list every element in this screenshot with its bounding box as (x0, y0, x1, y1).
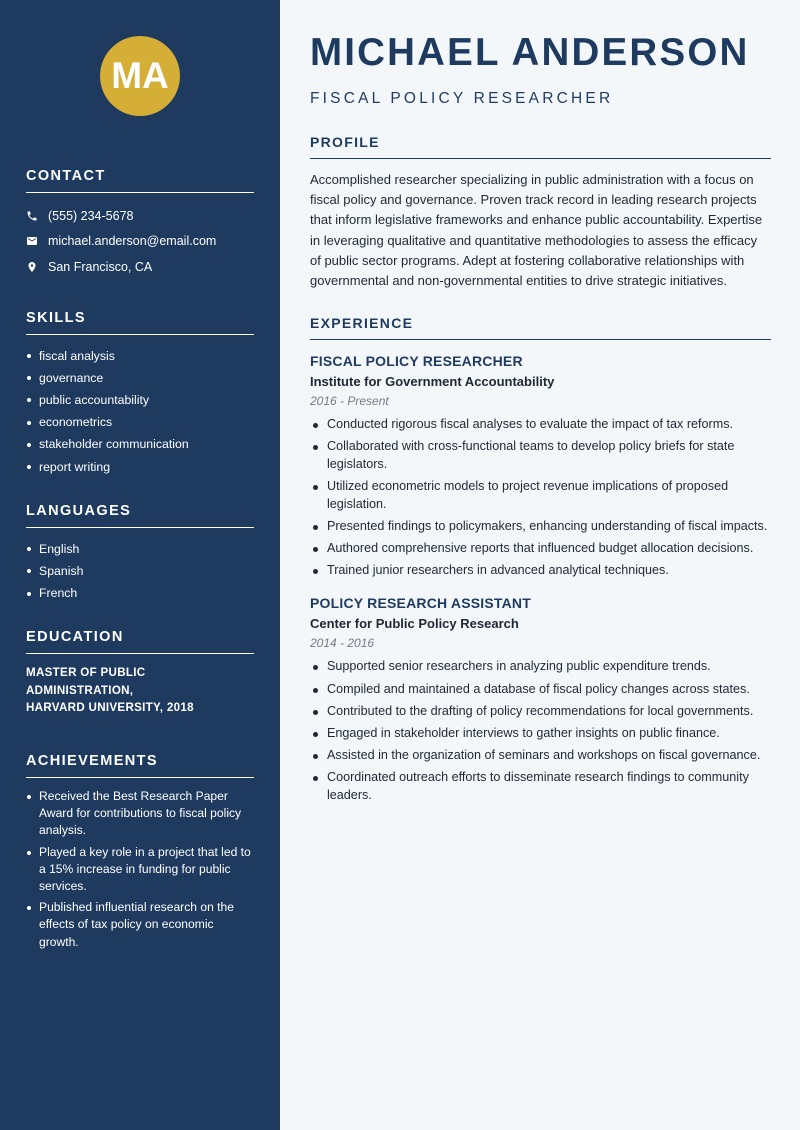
job-dates: 2014 - 2016 (310, 636, 375, 651)
job-title: FISCAL POLICY RESEARCHER (310, 353, 523, 370)
job-bullet: Presented findings to policymakers, enhancing understanding of fiscal impacts. (310, 518, 771, 536)
job-bullets (310, 416, 771, 579)
job-bullet: Engaged in stakeholder interviews to gather insights on public finance. (310, 725, 771, 743)
skill-item: public accountability (26, 389, 254, 411)
job-bullet: Assisted in the organization of seminars and workshops on fiscal governance. (310, 747, 771, 765)
avatar: MA (100, 36, 180, 116)
education-entry (26, 664, 254, 717)
profile-text: Accomplished researcher specializing in public administration with a focus on fiscal policy and governance. Proven track record in leading research projects that inform legislative frameworks and enhance public accountability. Expertise in leveraging qualitative and quantitative methodologies to assess the efficacy of public sector programs. Adept at fostering collaborative relationships with governmental and non-governmental entities to drive strategic initiatives. (310, 172, 763, 289)
achievement-item: Published influential research on the effects of tax policy on economic growth. (26, 899, 254, 950)
job-entry (310, 353, 771, 579)
skills-list (26, 345, 254, 478)
job-bullet: Utilized econometric models to project revenue implications of proposed legislation. (310, 478, 771, 513)
profile-heading: PROFILE (310, 134, 771, 159)
language-item: English (26, 538, 254, 560)
experience-heading: EXPERIENCE (310, 315, 771, 340)
achievement-item: Received the Best Research Paper Award for contributions to fiscal policy analysis. (26, 788, 254, 839)
job-bullet: Compiled and maintained a database of fiscal policy changes across states. (310, 681, 771, 699)
main-content (280, 0, 800, 1130)
skill-item: econometrics (26, 411, 254, 433)
location-pin-icon (26, 261, 38, 273)
candidate-title: FISCAL POLICY RESEARCHER (310, 90, 614, 107)
location-text: San Francisco, CA (48, 259, 153, 274)
phone-text: (555) 234-5678 (48, 208, 134, 223)
education-school: HARVARD UNIVERSITY, 2018 (26, 701, 194, 715)
email-text: michael.anderson@email.com (48, 234, 217, 249)
skill-item: stakeholder communication (26, 433, 254, 455)
contact-email (26, 229, 254, 255)
job-organization: Institute for Government Accountability (310, 374, 555, 390)
education-section (26, 629, 254, 717)
achievements-section (26, 753, 254, 951)
skill-item: governance (26, 367, 254, 389)
contact-location (26, 254, 254, 280)
language-item: French (26, 582, 254, 604)
job-bullet: Trained junior researchers in advanced analytical techniques. (310, 562, 771, 580)
job-bullet: Authored comprehensive reports that influenced budget allocation decisions. (310, 540, 771, 558)
skill-item: fiscal analysis (26, 345, 254, 367)
skills-heading: SKILLS (26, 310, 254, 335)
job-bullet: Contributed to the drafting of policy recommendations for local governments. (310, 703, 771, 721)
education-degree: MASTER OF PUBLIC ADMINISTRATION, (26, 666, 146, 697)
job-title: POLICY RESEARCH ASSISTANT (310, 595, 531, 612)
languages-section (26, 503, 254, 605)
contact-heading: CONTACT (26, 168, 254, 193)
contact-phone (26, 203, 254, 229)
email-icon (26, 235, 38, 247)
languages-heading: LANGUAGES (26, 503, 254, 528)
job-entry (310, 595, 771, 804)
job-dates: 2016 - Present (310, 394, 389, 409)
skill-item: report writing (26, 456, 254, 478)
education-heading: EDUCATION (26, 629, 254, 654)
achievement-item: Played a key role in a project that led to a 15% increase in funding for public services. (26, 844, 254, 895)
job-bullet: Coordinated outreach efforts to disseminate research findings to community leaders. (310, 769, 771, 804)
job-bullet: Collaborated with cross-functional teams to develop policy briefs for state legislators. (310, 438, 771, 473)
job-bullet: Supported senior researchers in analyzing public expenditure trends. (310, 658, 771, 676)
experience-section (310, 315, 771, 804)
achievements-heading: ACHIEVEMENTS (26, 753, 254, 778)
job-bullets (310, 658, 771, 804)
language-item: Spanish (26, 560, 254, 582)
phone-icon (26, 210, 38, 222)
languages-list (26, 538, 254, 605)
sidebar (0, 0, 280, 1130)
profile-section (310, 134, 771, 291)
job-organization: Center for Public Policy Research (310, 616, 519, 632)
skills-section (26, 310, 254, 478)
candidate-name: MICHAEL ANDERSON (310, 31, 750, 74)
contact-list (26, 203, 254, 280)
achievements-list (26, 788, 254, 951)
job-bullet: Conducted rigorous fiscal analyses to evaluate the impact of tax reforms. (310, 416, 771, 434)
contact-section (26, 168, 254, 280)
